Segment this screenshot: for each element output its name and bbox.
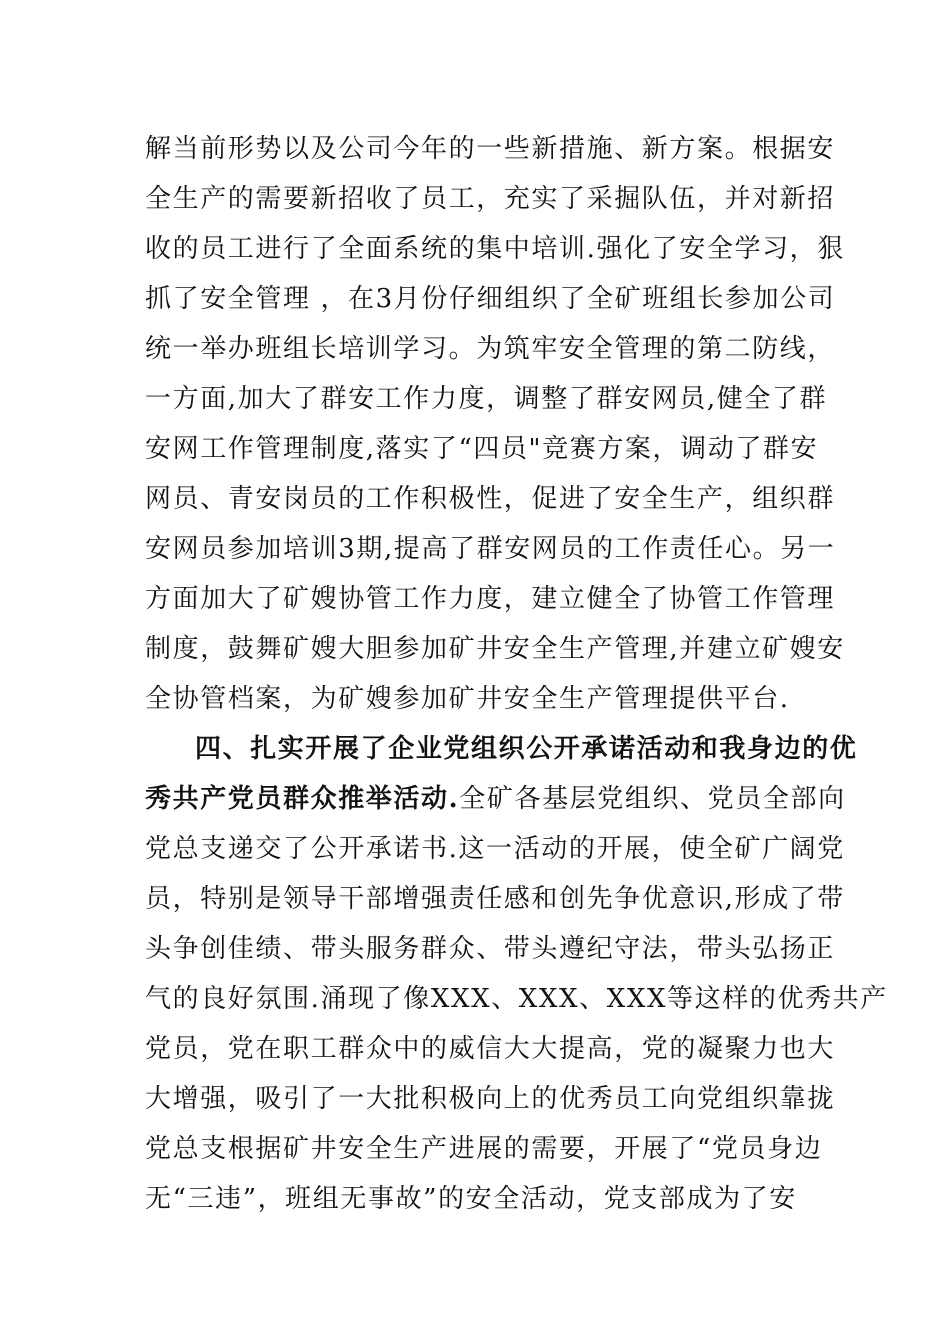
paragraph-line: 网员、青安岗员的工作积极性，促进了安全生产，组织群 [145, 484, 836, 514]
paragraph-line: 一方面,加大了群安工作力度，调整了群安网员,健全了群 [145, 384, 828, 414]
paragraph-line: 解当前形势以及公司今年的一些新措施、新方案。根据安 [145, 134, 836, 164]
section-heading: 四、扎实开展了企业党组织公开承诺活动和我身边的优 [195, 734, 858, 764]
paragraph-line: 党总支根据矿井安全生产进展的需要，开展了“党员身边 [145, 1134, 823, 1164]
section-heading-tail: 秀共产党员群众推举活动. [145, 784, 460, 814]
paragraph-line: 安网工作管理制度,落实了“四员"竞赛方案，调动了群安 [145, 434, 819, 464]
paragraph-text: 全矿各基层党组织、党员全部向 [459, 784, 846, 814]
paragraph-line: 气的良好氛围.涌现了像XXX、XXX、XXX等这样的优秀共产 [145, 984, 888, 1014]
paragraph-line: 党总支递交了公开承诺书.这一活动的开展，使全矿广阔党 [145, 834, 845, 864]
paragraph-line: 全生产的需要新招收了员工，充实了采掘队伍，并对新招 [145, 184, 836, 214]
paragraph-line: 统一举办班组长培训学习。为筑牢安全管理的第二防线， [145, 334, 836, 364]
paragraph-line: 制度，鼓舞矿嫂大胆参加矿井安全生产管理,并建立矿嫂安 [145, 634, 845, 664]
paragraph-line: 抓了安全管理 ，在3月份仔细组织了全矿班组长参加公司 [145, 284, 836, 314]
paragraph-line: 员，特别是领导干部增强责任感和创先争优意识,形成了带 [145, 884, 845, 914]
paragraph-line: 安网员参加培训3期,提高了群安网员的工作责任心。另一 [145, 534, 836, 564]
paragraph-line: 头争创佳绩、带头服务群众、带头遵纪守法，带头弘扬正 [145, 934, 836, 964]
paragraph-line: 方面加大了矿嫂协管工作力度，建立健全了协管工作管理 [145, 584, 836, 614]
section-heading-continued [145, 783, 846, 815]
paragraph-line: 党员，党在职工群众中的威信大大提高，党的凝聚力也大 [145, 1034, 836, 1064]
paragraph-line: 收的员工进行了全面系统的集中培训.强化了安全学习，狠 [145, 234, 845, 264]
paragraph-line: 无“三违”，班组无事故”的安全活动，党支部成为了安 [145, 1184, 797, 1214]
paragraph-line: 大增强，吸引了一大批积极向上的优秀员工向党组织靠拢 [145, 1084, 836, 1114]
paragraph-line: 全协管档案，为矿嫂参加矿井安全生产管理提供平台. [145, 684, 790, 714]
